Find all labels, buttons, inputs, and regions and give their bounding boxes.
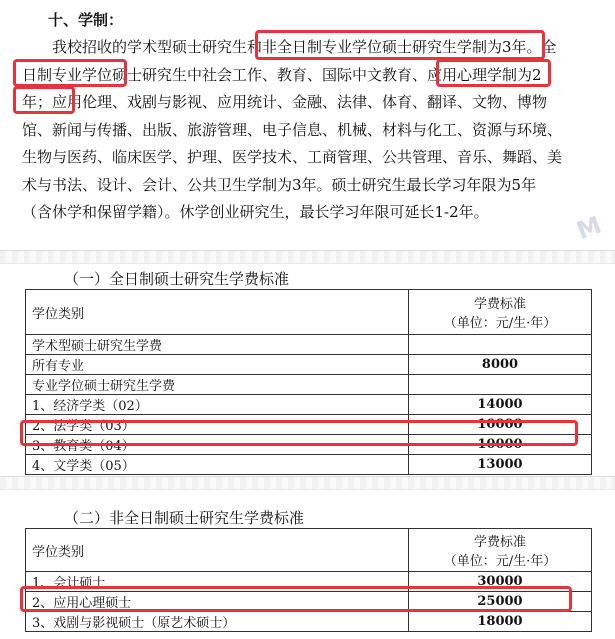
table-header-row bbox=[26, 290, 592, 335]
row-category: 3、教育类（04） bbox=[26, 435, 409, 455]
header-fee-unit: （单位：元/生·年） bbox=[443, 316, 557, 331]
header-category: 学位类别 bbox=[26, 529, 409, 572]
header-fee bbox=[409, 529, 592, 572]
table-row bbox=[26, 435, 592, 455]
row-fee: 25000 bbox=[409, 592, 592, 612]
row-fee bbox=[409, 375, 592, 395]
header-fee bbox=[409, 290, 592, 335]
table-row bbox=[26, 375, 592, 395]
row-category: 3、戏剧与影视硕士（原艺术硕士） bbox=[26, 612, 409, 632]
table-row bbox=[26, 355, 592, 375]
row-fee bbox=[409, 335, 592, 355]
schooling-paragraph bbox=[22, 34, 562, 227]
header-fee-title: 学费标准 bbox=[473, 297, 526, 312]
header-category: 学位类别 bbox=[26, 290, 409, 335]
page-tear-divider bbox=[0, 250, 615, 264]
parttime-fee-caption: （二）非全日制硕士研究生学费标准 bbox=[64, 509, 305, 527]
row-fee: 30000 bbox=[409, 572, 592, 592]
row-fee: 18000 bbox=[409, 612, 592, 632]
table-row bbox=[26, 572, 592, 592]
row-category: 1、经济学类（02） bbox=[26, 395, 409, 415]
row-category: 专业学位硕士研究生学费 bbox=[26, 375, 409, 395]
header-fee-title: 学费标准 bbox=[473, 535, 526, 550]
table-row bbox=[26, 395, 592, 415]
header-fee-unit: （单位：元/生·年） bbox=[443, 554, 557, 569]
watermark-logo: M bbox=[573, 210, 606, 246]
row-fee: 10000 bbox=[409, 435, 592, 455]
row-category: 学术型硕士研究生学费 bbox=[26, 335, 409, 355]
row-category: 所有专业 bbox=[26, 355, 409, 375]
row-category: 1、会计硕士 bbox=[26, 572, 409, 592]
fulltime-fee-caption: （一）全日制硕士研究生学费标准 bbox=[64, 270, 290, 288]
row-fee: 13000 bbox=[409, 455, 592, 475]
row-category: 2、法学类（03） bbox=[26, 415, 409, 435]
parttime-fee-table bbox=[25, 528, 592, 632]
row-fee: 10000 bbox=[409, 415, 592, 435]
table-row bbox=[26, 335, 592, 355]
table-header-row bbox=[26, 529, 592, 572]
row-category: 2、应用心理硕士 bbox=[26, 592, 409, 612]
section-title: 十、学制： bbox=[48, 11, 124, 29]
schooling-text: 我校招收的学术型硕士研究生和非全日制专业学位硕士研究生学制为3年。全日制专业学位硕士研究生中社会工作、教育、国际中文教育、应用心理学制为2年；应用伦理、戏剧与影视、应用统计、金融、法律、体育、翻译、文物、博物馆、新闻与传播、出版、旅游管理、电子信息、机械、材料与化工、资源与环境、生物与医药、临床医学、护理、医学技术、工商管理、公共管理、音乐、舞蹈、美术与书法、设计、会计、公共卫生学制为3年。硕士研究生最长学习年限为5年（含休学和保留学籍）。休学创业研究生，最长学习年限可延长1-2年。 bbox=[22, 38, 563, 221]
table-row bbox=[26, 455, 592, 475]
table-row bbox=[26, 612, 592, 632]
row-fee: 8000 bbox=[409, 355, 592, 375]
page-tear-divider-2 bbox=[0, 476, 615, 490]
fulltime-fee-table bbox=[25, 289, 592, 475]
table-row bbox=[26, 592, 592, 612]
row-category: 4、文学类（05） bbox=[26, 455, 409, 475]
row-fee: 14000 bbox=[409, 395, 592, 415]
table-row bbox=[26, 415, 592, 435]
